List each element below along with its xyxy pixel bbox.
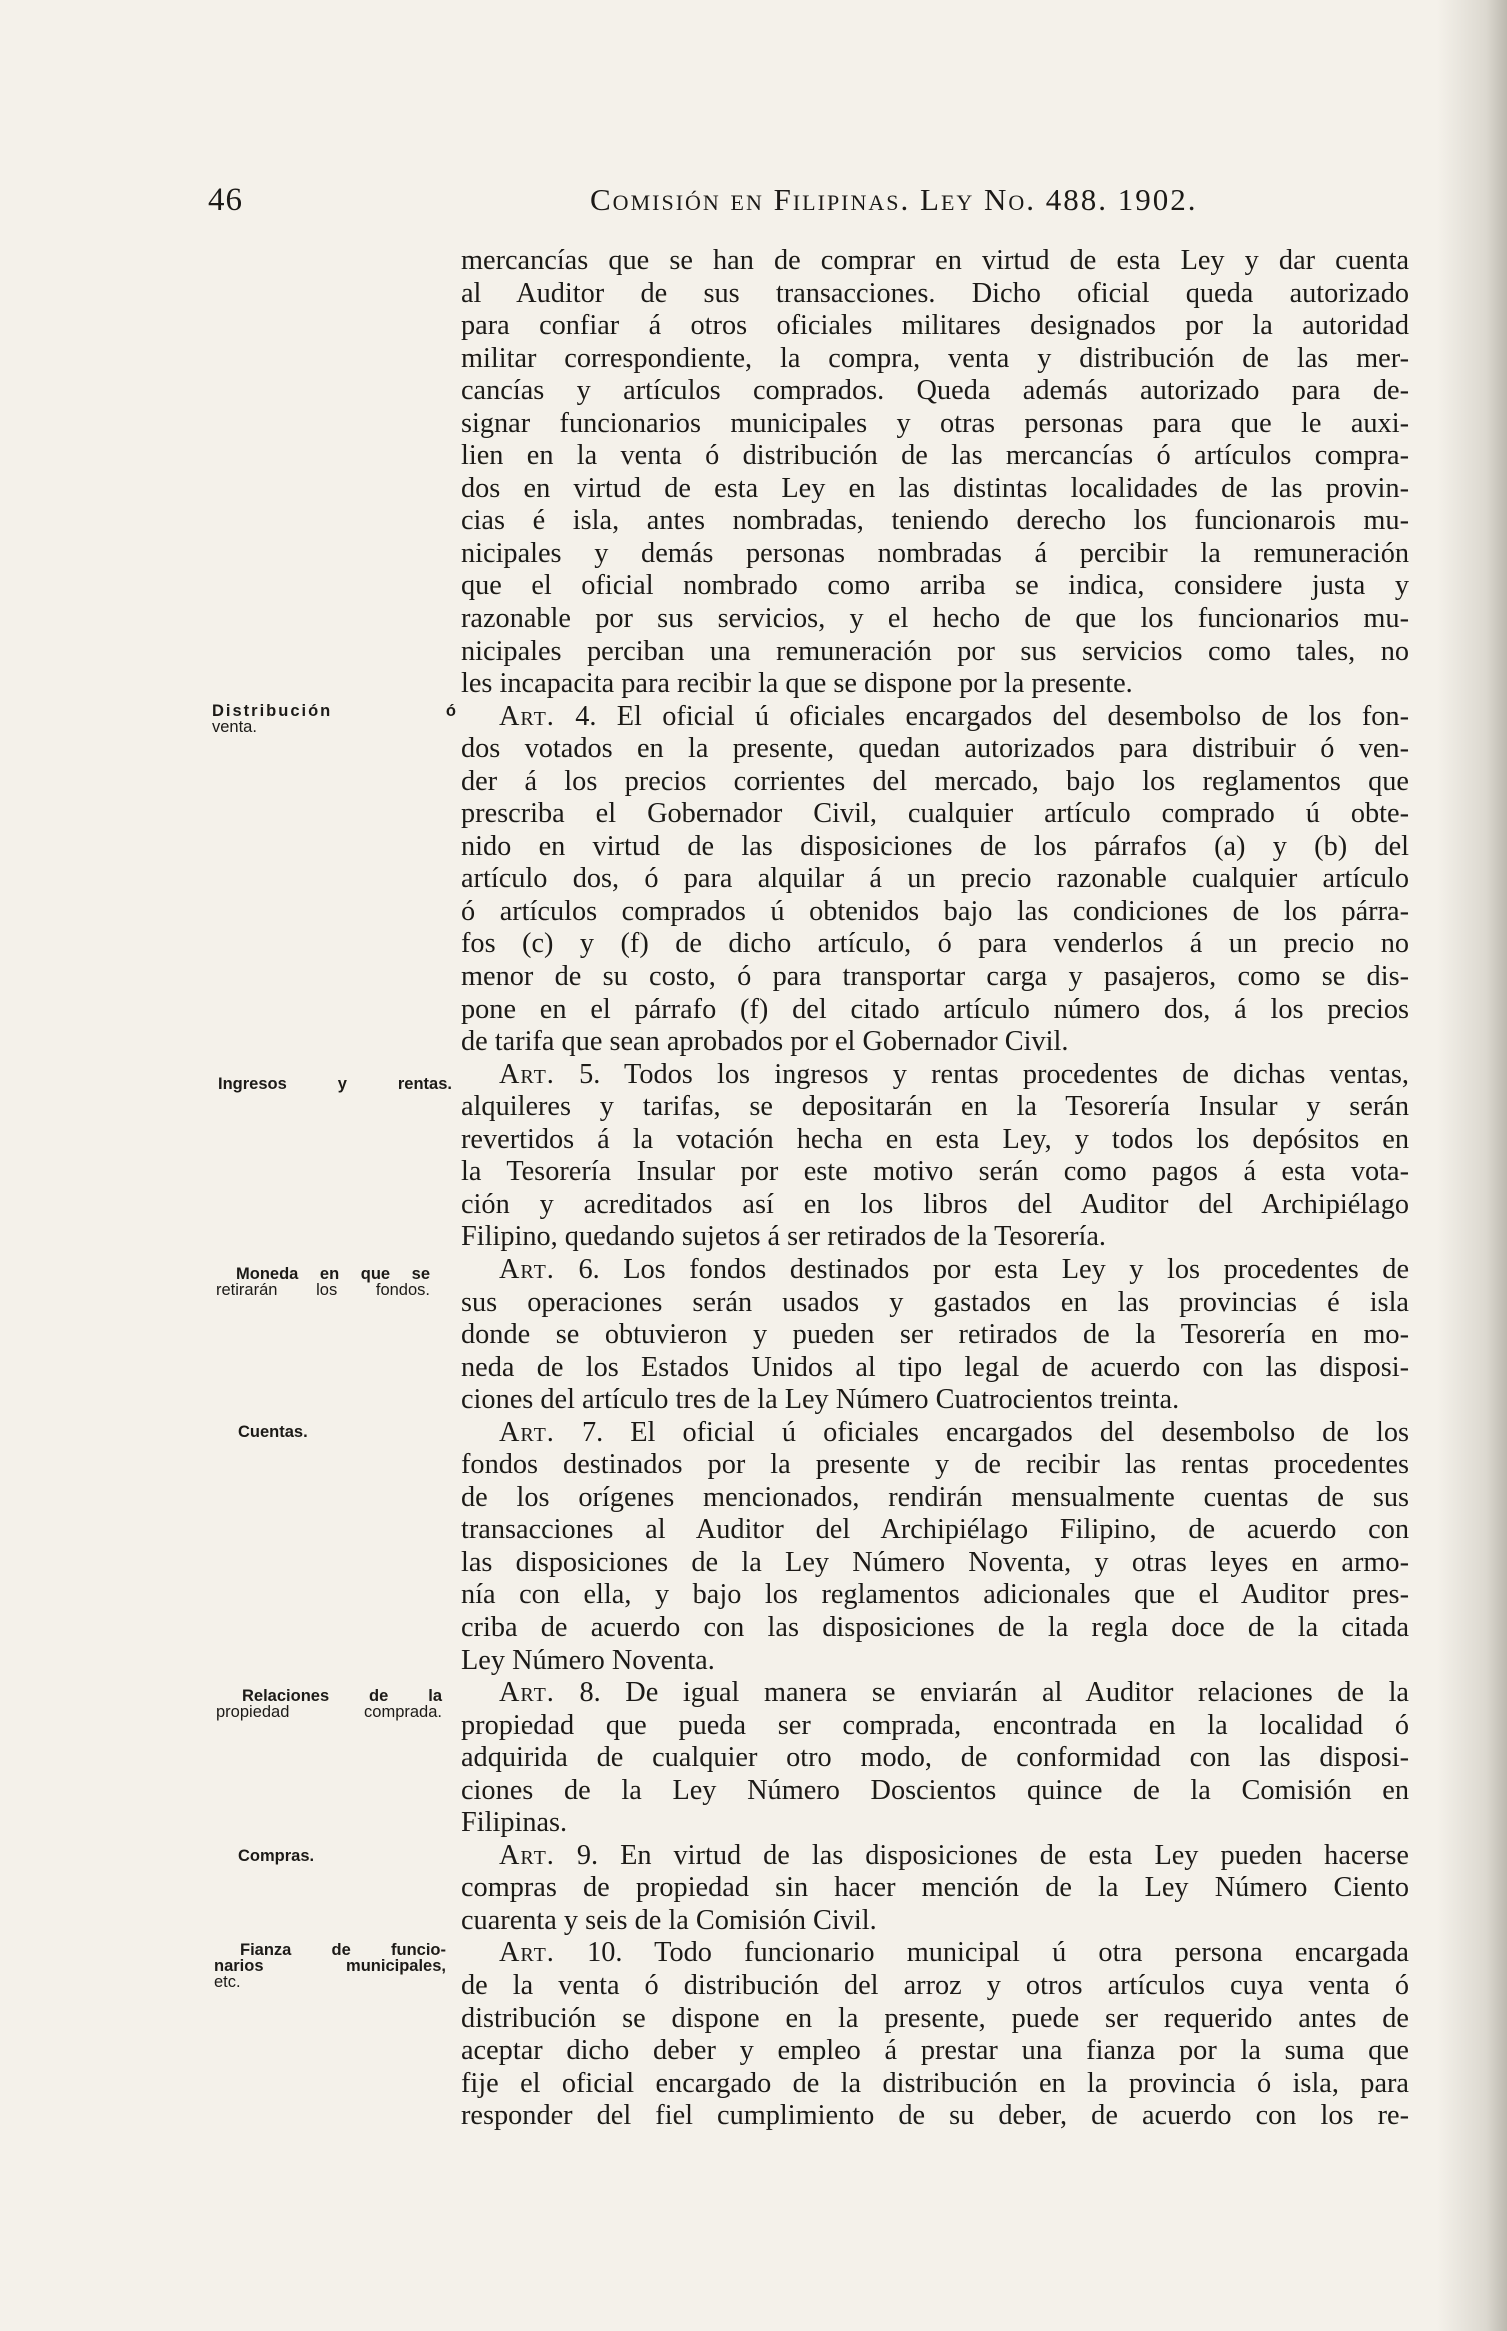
- page-number: 46: [208, 182, 243, 218]
- margin-note-line: Fianza de funcio-: [240, 1941, 446, 1959]
- margin-note-distribucion: [212, 703, 458, 735]
- text-line: la Tesorería Insular por este motivo serán como pagos á esta vota-: [461, 1156, 1409, 1188]
- text-line: ó artículos comprados ú obtenidos bajo las condiciones de los párra-: [461, 895, 1409, 927]
- margin-note-line: etc.: [214, 1973, 241, 1991]
- margin-note-line: narios municipales,: [214, 1957, 446, 1975]
- text-line: de los orígenes mencionados, rendirán mensualmente cuentas de sus: [461, 1481, 1409, 1513]
- text-line: Art. 7. El oficial ú oficiales encargados del desembolso de los: [499, 1416, 1409, 1448]
- text-line: aceptar dicho deber y empleo á prestar una fianza por la suma que: [461, 2035, 1409, 2067]
- text-line: fije el oficial encargado de la distribución en la provincia ó isla, para: [461, 2067, 1409, 2099]
- text-line: propiedad que pueda ser comprada, encontrada en la localidad ó: [461, 1709, 1409, 1741]
- text-line: nicipales perciban una remuneración por sus servicios como tales, no: [461, 635, 1409, 667]
- text-line: para confiar á otros oficiales militares designados por la autoridad: [461, 310, 1409, 342]
- text-line: nía con ella, y bajo los reglamentos adicionales que el Auditor pres-: [461, 1579, 1409, 1611]
- text-line: Ley Número Noventa.: [461, 1644, 715, 1676]
- text-line: ciones del artículo tres de la Ley Número Cuatrocientos treinta.: [461, 1384, 1180, 1416]
- text-line: nicipales y demás personas nombradas á percibir la remuneración: [461, 537, 1409, 569]
- text-line: ciones de la Ley Número Doscientos quince de la Comisión en: [461, 1774, 1409, 1806]
- text-line: prescriba el Gobernador Civil, cualquier artículo comprado ú obte-: [461, 798, 1409, 830]
- text-line: mercancías que se han de comprar en virtud de esta Ley y dar cuenta: [461, 245, 1409, 276]
- text-line: signar funcionarios municipales y otras personas para que le auxi-: [461, 407, 1409, 439]
- text-line: Art. 6. Los fondos destinados por esta Ley y los procedentes de: [499, 1253, 1409, 1285]
- text-line: revertidos á la votación hecha en esta Ley, y todos los depósitos en: [461, 1123, 1409, 1155]
- text-line: Art. 4. El oficial ú oficiales encargados del desembolso de los fon-: [499, 700, 1409, 732]
- text-line: transacciones al Auditor del Archipiélago Filipino, de acuerdo con: [461, 1514, 1409, 1546]
- margin-note-line: Compras.: [238, 1847, 315, 1865]
- text-line: ción y acreditados así en los libros del Auditor del Archipiélago: [461, 1188, 1409, 1220]
- text-line: militar correspondiente, la compra, venta y distribución de las mer-: [461, 342, 1409, 374]
- text-line: criba de acuerdo con las disposiciones de la regla doce de la citada: [461, 1611, 1409, 1643]
- text-line: pone en el párrafo (f) del citado artículo número dos, á los precios: [461, 993, 1409, 1025]
- text-line: lien en la venta ó distribución de las mercancías ó artículos compra-: [461, 440, 1409, 472]
- text-line: Art. 5. Todos los ingresos y rentas procedentes de dichas ventas,: [499, 1058, 1409, 1090]
- margin-note-relaciones: [216, 1688, 442, 1720]
- text-line: les incapacita para recibir la que se dispone por la presente.: [461, 668, 1133, 700]
- text-line: Filipinas.: [461, 1807, 568, 1839]
- text-line: Art. 8. De igual manera se enviarán al Auditor relaciones de la: [499, 1677, 1409, 1709]
- text-line: dos votados en la presente, quedan autorizados para distribuir ó ven-: [461, 733, 1409, 765]
- margin-note-line: Moneda en que se: [236, 1265, 430, 1283]
- margin-note-line: Cuentas.: [238, 1423, 308, 1441]
- page-edge-shadow: [1437, 0, 1507, 2331]
- text-line: alquileres y tarifas, se depositarán en la Tesorería Insular y serán: [461, 1091, 1409, 1123]
- margin-note-compras: [238, 1848, 348, 1864]
- margin-note-line: Distribución ó: [212, 702, 458, 720]
- text-line: neda de los Estados Unidos al tipo legal de acuerdo con las disposi-: [461, 1351, 1409, 1383]
- text-line: compras de propiedad sin hacer mención de la Ley Número Ciento: [461, 1872, 1409, 1904]
- law-text-body: [461, 245, 1409, 2133]
- text-line: Filipino, quedando sujetos á ser retirados de la Tesorería.: [461, 1221, 1107, 1253]
- margin-note-line: retirarán los fondos.: [216, 1281, 430, 1299]
- text-line: cancías y artículos comprados. Queda además autorizado para de-: [461, 375, 1409, 407]
- margin-note-line: Ingresos y rentas.: [218, 1075, 452, 1093]
- text-line: las disposiciones de la Ley Número Noventa, y otras leyes en armo-: [461, 1546, 1409, 1578]
- text-line: fondos destinados por la presente y de recibir las rentas procedentes: [461, 1449, 1409, 1481]
- text-line: fos (c) y (f) de dicho artículo, ó para venderlos á un precio no: [461, 928, 1409, 960]
- text-line: cias é isla, antes nombradas, teniendo derecho los funcionarois mu-: [461, 505, 1409, 537]
- running-head: Comisión en Filipinas. Ley No. 488. 1902.: [590, 182, 1198, 217]
- text-line: Art. 10. Todo funcionario municipal ú otra persona encargada: [499, 1937, 1409, 1969]
- margin-note-ingresos: [218, 1076, 452, 1092]
- text-line: donde se obtuvieron y pueden ser retirados de la Tesorería en mo-: [461, 1319, 1409, 1351]
- text-line: cuarenta y seis de la Comisión Civil.: [461, 1904, 877, 1936]
- text-line: que el oficial nombrado como arriba se indica, considere justa y: [461, 570, 1409, 602]
- text-line: artículo dos, ó para alquilar á un precio razonable cualquier artículo: [461, 863, 1409, 895]
- text-line: al Auditor de sus transacciones. Dicho oficial queda autorizado: [461, 277, 1409, 309]
- margin-note-line: venta.: [212, 718, 257, 736]
- text-line: der á los precios corrientes del mercado, bajo los reglamentos que: [461, 765, 1409, 797]
- text-line: sus operaciones serán usados y gastados en las provincias é isla: [461, 1286, 1409, 1318]
- text-line: Art. 9. En virtud de las disposiciones de esta Ley pueden hacerse: [499, 1839, 1409, 1871]
- text-line: distribución se dispone en la presente, puede ser requerido antes de: [461, 2002, 1409, 2034]
- text-line: responder del fiel cumplimiento de su deber, de acuerdo con los re-: [461, 2100, 1409, 2132]
- margin-note-cuentas: [238, 1424, 338, 1440]
- margin-note-moneda: [216, 1266, 430, 1298]
- margin-note-line: Relaciones de la: [242, 1687, 442, 1705]
- text-line: de la venta ó distribución del arroz y otros artículos cuya venta ó: [461, 1969, 1409, 2001]
- margin-note-line: propiedad comprada.: [216, 1703, 442, 1721]
- text-line: nido en virtud de las disposiciones de los párrafos (a) y (b) del: [461, 830, 1409, 862]
- text-line: de tarifa que sean aprobados por el Gobernador Civil.: [461, 1026, 1069, 1058]
- text-line: dos en virtud de esta Ley en las distintas localidades de las provin-: [461, 472, 1409, 504]
- text-line: razonable por sus servicios, y el hecho de que los funcionarios mu-: [461, 603, 1409, 635]
- margin-note-fianza: [214, 1942, 446, 1990]
- text-line: adquirida de cualquier otro modo, de conformidad con las disposi-: [461, 1742, 1409, 1774]
- text-line: menor de su costo, ó para transportar carga y pasajeros, como se dis-: [461, 961, 1409, 993]
